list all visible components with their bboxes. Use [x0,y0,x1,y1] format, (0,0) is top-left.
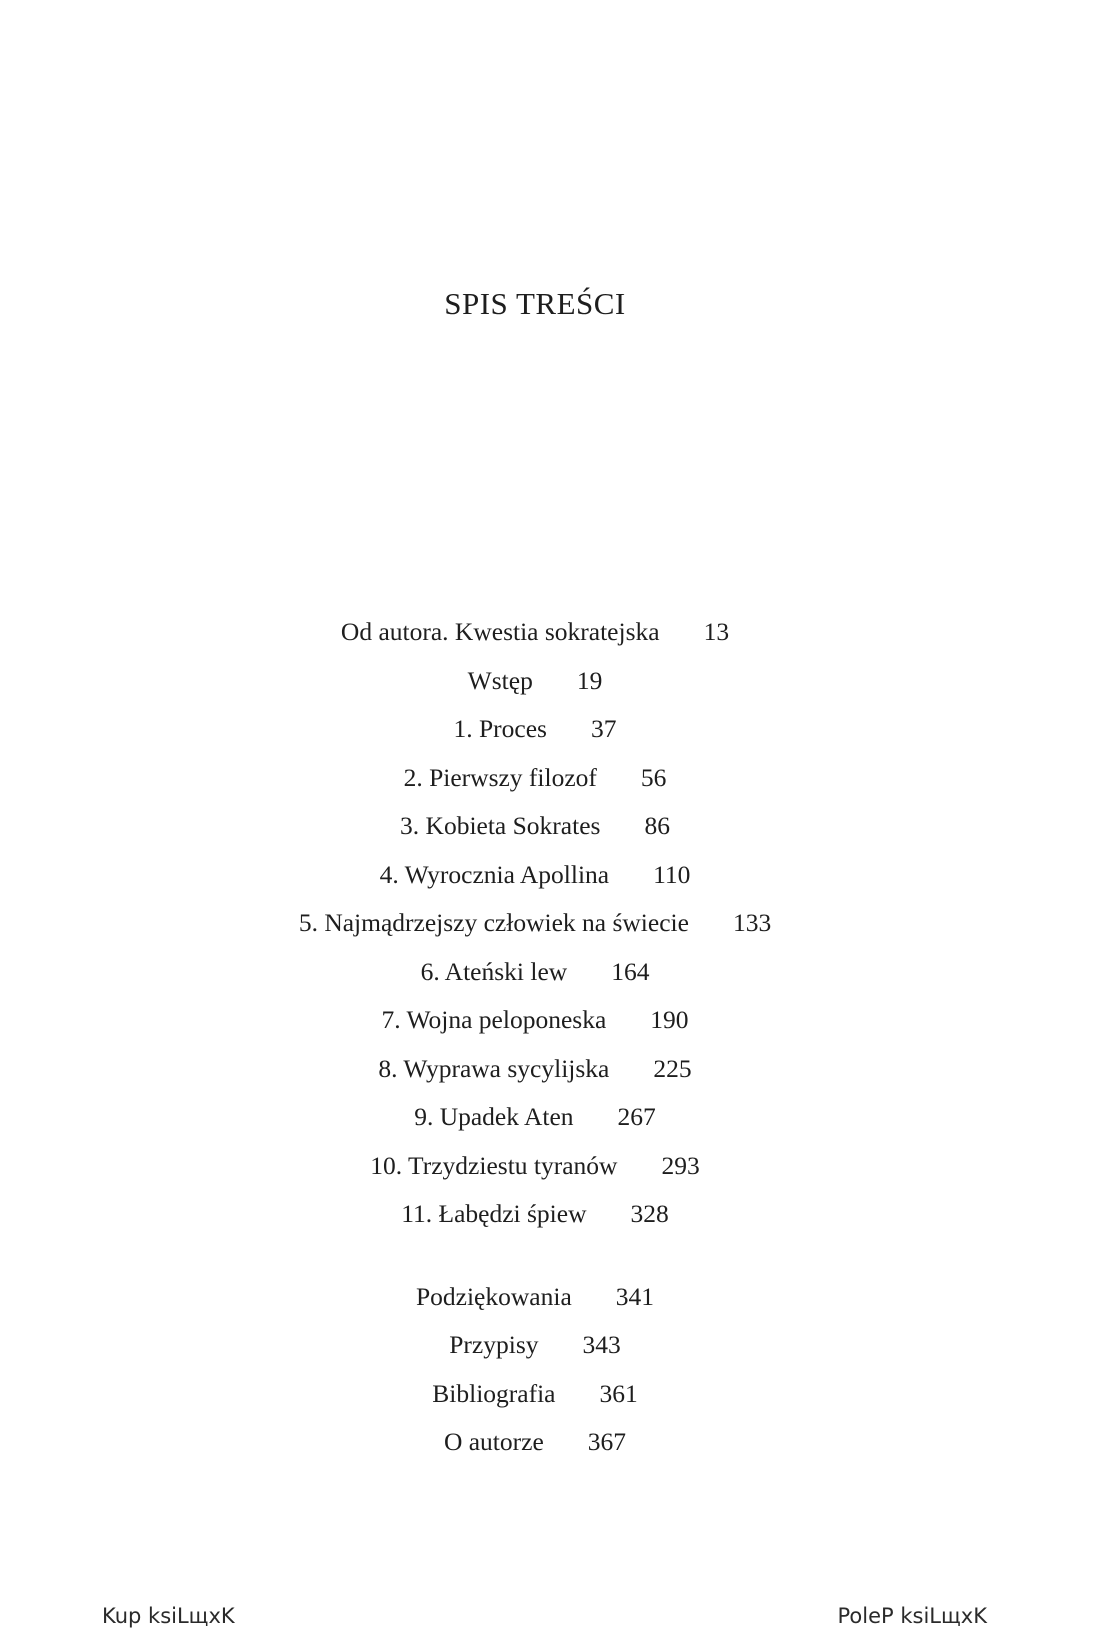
toc-entry [0,1093,1070,1142]
toc-entry-title: 4. Wyrocznia Apollina [379,859,610,889]
toc-entry-title: 2. Pierwszy filozof [403,762,597,792]
toc-entry-title: 5. Najmądrzejszy człowiek na świecie [298,908,689,937]
toc-entry-title: 10. Trzydziestu tyranów [370,1150,618,1180]
toc-entry-page-number: 56 [640,762,667,792]
table-of-contents [0,608,1070,1467]
toc-entry-page-number: 341 [615,1281,655,1311]
toc-entry [0,1190,1070,1239]
recommend-book-link[interactable]: PoleP ksiLщxK [837,1604,987,1628]
toc-entry-title: 9. Upadek Aten [414,1102,574,1131]
toc-entry [0,1273,1070,1322]
toc-entry-title: 1. Proces [453,714,547,743]
toc-entry-page-number: 37 [590,714,617,743]
toc-entry [0,705,1070,754]
toc-entry [0,802,1070,851]
toc-entry [0,1370,1070,1419]
toc-entry [0,851,1070,900]
toc-entry-title: Przypisy [449,1330,539,1359]
toc-entry-page-number: 361 [599,1378,638,1408]
toc-entry-title: 7. Wojna peloponeska [381,1005,607,1034]
toc-entry-page-number: 164 [611,956,650,986]
toc-entry [0,948,1070,997]
toc-entry-page-number: 343 [582,1330,621,1359]
toc-entry-title: Bibliografia [432,1378,556,1408]
toc-entry-title: Wstęp [467,665,533,695]
toc-entry-page-number: 190 [650,1005,689,1034]
toc-entry [0,608,1070,657]
toc-back-matter [0,1273,1070,1467]
toc-entry-page-number: 13 [703,617,730,646]
toc-entry-page-number: 293 [661,1150,700,1180]
toc-entry [0,1321,1070,1370]
toc-entry [0,1418,1070,1467]
toc-entry-page-number: 110 [653,859,691,889]
toc-entry-title: 6. Ateński lew [420,956,568,986]
toc-entry-page-number: 267 [617,1102,656,1131]
toc-entry-title: Od autora. Kwestia sokratejska [340,617,660,646]
toc-entry-title: 11. Łabędzi śpiew [401,1199,587,1228]
toc-entry [0,1142,1070,1191]
toc-entry-title: 3. Kobieta Sokrates [400,811,601,840]
toc-entry [0,899,1070,948]
toc-entry-title: Podziękowania [415,1281,572,1311]
toc-entry-page-number: 19 [576,665,603,695]
toc-entry-page-number: 367 [587,1427,627,1456]
toc-entry [0,996,1070,1045]
toc-entry-page-number: 328 [630,1199,669,1228]
toc-entry [0,1045,1070,1094]
toc-entry-page-number: 133 [732,908,772,937]
page-title: SPIS TREŚCI [444,286,626,321]
buy-book-link[interactable]: Kup ksiLщxK [102,1604,235,1628]
toc-entry [0,754,1070,803]
toc-entry-title: O autorze [443,1427,544,1456]
toc-entry [0,657,1070,706]
toc-entry-page-number: 86 [644,811,670,840]
toc-entry-page-number: 225 [653,1053,692,1083]
toc-chapters [0,608,1070,1239]
toc-entry-title: 8. Wyprawa sycylijska [378,1053,610,1083]
